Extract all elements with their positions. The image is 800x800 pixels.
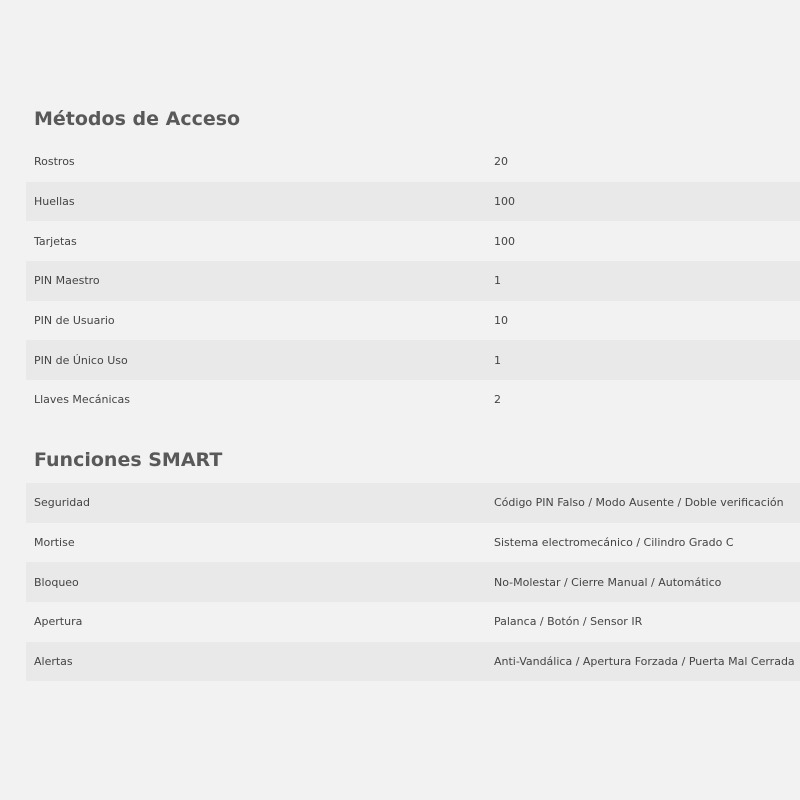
row-label: Llaves Mecánicas (34, 393, 131, 407)
table-row (26, 380, 800, 420)
table-row (26, 483, 800, 523)
table-row (26, 142, 800, 182)
row-value: Palanca / Botón / Sensor IR (494, 615, 643, 629)
row-value: Anti-Vandálica / Apertura Forzada / Puerta Mal Cerrada (494, 655, 795, 669)
row-value: Código PIN Falso / Modo Ausente / Doble verificación (494, 496, 784, 510)
row-value: Sistema electromecánico / Cilindro Grado C (494, 536, 734, 550)
smart-functions-table (26, 483, 800, 681)
row-label: PIN de Único Uso (34, 353, 128, 367)
smart-functions-section (26, 441, 800, 681)
table-row (26, 301, 800, 341)
table-row (26, 261, 800, 301)
table-row (26, 221, 800, 261)
row-value: 10 (494, 314, 508, 328)
section-title: Métodos de Acceso (34, 108, 241, 130)
access-methods-table (26, 142, 800, 420)
row-value: No-Molestar / Cierre Manual / Automático (494, 575, 722, 589)
row-value: 1 (494, 353, 501, 367)
row-label: PIN de Usuario (34, 314, 115, 328)
table-row (26, 562, 800, 602)
row-label: Bloqueo (34, 575, 79, 589)
row-value: 20 (494, 155, 508, 169)
row-label: Apertura (34, 615, 83, 629)
access-methods-section (26, 100, 800, 420)
section-title: Funciones SMART (34, 449, 223, 471)
row-label: Huellas (34, 195, 75, 209)
table-row (26, 340, 800, 380)
table-row (26, 182, 800, 222)
row-label: Alertas (34, 655, 73, 669)
table-row (26, 602, 800, 642)
row-label: Mortise (34, 536, 75, 550)
row-label: Rostros (34, 155, 75, 169)
row-value: 100 (494, 195, 515, 209)
table-row (26, 642, 800, 682)
row-value: 1 (494, 274, 501, 288)
row-label: PIN Maestro (34, 274, 100, 288)
row-value: 100 (494, 234, 515, 248)
row-label: Seguridad (34, 496, 90, 510)
table-row (26, 523, 800, 563)
row-value: 2 (494, 393, 501, 407)
row-label: Tarjetas (34, 234, 77, 248)
